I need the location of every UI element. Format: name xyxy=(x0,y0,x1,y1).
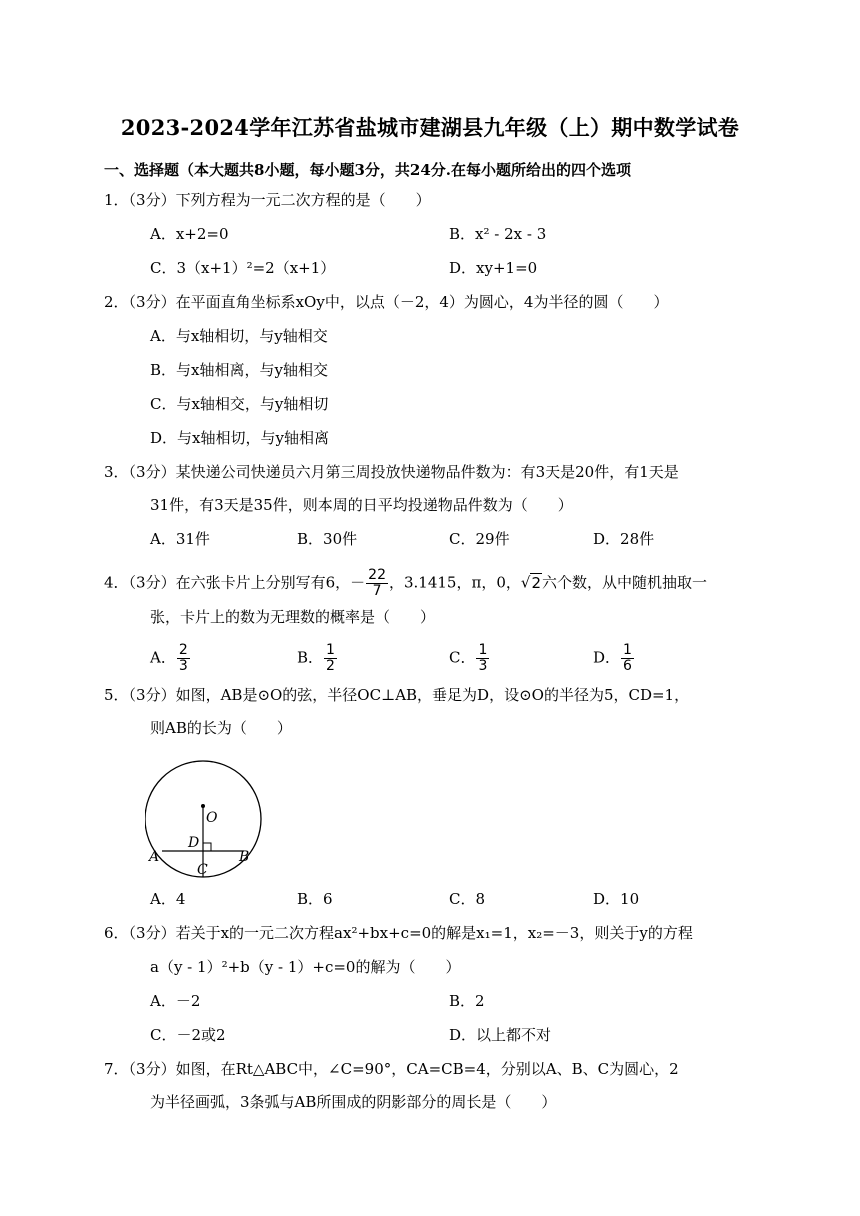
q2-option-b: B．与x轴相离，与y轴相交 xyxy=(150,361,328,379)
q4-option-b-denominator: 2 xyxy=(326,658,335,674)
q2-option-d: D．与x轴相切，与y轴相离 xyxy=(150,429,329,447)
q1-option-c: C．3（x+1）²=2（x+1） xyxy=(150,259,336,277)
q5-option-c: C．8 xyxy=(449,890,486,908)
q4-option-a-label: A． xyxy=(150,648,176,667)
q5-circle-figure xyxy=(145,755,265,880)
q4-option-a-fraction xyxy=(177,643,190,674)
q3-option-a: A．31件 xyxy=(150,530,210,548)
right-angle-mark xyxy=(203,843,211,851)
q2-stem: 2．（3分）在平面直角坐标系xOy中，以点（－2，4）为圆心，4为半径的圆（ ） xyxy=(104,293,669,311)
q4-option-d-label: D． xyxy=(593,648,621,667)
q4-option-b-numerator: 1 xyxy=(326,642,335,658)
q1-option-a: A．x+2=0 xyxy=(150,225,229,243)
label-o: O xyxy=(206,810,218,826)
q4-stem-line1 xyxy=(104,568,707,599)
q1-stem: 1．（3分）下列方程为一元二次方程的是（ ） xyxy=(104,191,431,209)
q4-stem-prefix: 4．（3分）在六张卡片上分别写有6， xyxy=(104,573,351,592)
q4-option-b-label: B． xyxy=(297,648,324,667)
q6-stem-line1: 6．（3分）若关于x的一元二次方程ax²+bx+c=0的解是x₁=1，x₂=－3，则关于y的方程 xyxy=(104,924,693,942)
q4-option-c-fraction xyxy=(476,643,489,674)
q6-option-b: B．2 xyxy=(449,992,485,1010)
q3-option-c: C．29件 xyxy=(449,530,510,548)
q5-stem-line1: 5．（3分）如图，AB是⊙O的弦，半径OC⊥AB，垂足为D，设⊙O的半径为5，CD=1， xyxy=(104,686,690,704)
label-c: C xyxy=(197,862,208,878)
q4-sqrt-radicand: 2 xyxy=(531,573,541,592)
q6-option-d: D．以上都不对 xyxy=(449,1026,552,1044)
q5-stem-line2: 则AB的长为（ ） xyxy=(150,719,292,737)
q6-option-c: C．－2或2 xyxy=(150,1026,226,1044)
q4-option-d-numerator: 1 xyxy=(623,642,632,658)
exam-title: 2023-2024学年江苏省盐城市建湖县九年级（上）期中数学试卷 xyxy=(120,115,740,140)
q6-stem-line2: a（y - 1）²+b（y - 1）+c=0的解为（ ） xyxy=(150,958,461,976)
q2-option-c: C．与x轴相交，与y轴相切 xyxy=(150,395,329,413)
q4-fraction-denominator: 7 xyxy=(372,583,382,599)
q1-option-d: D．xy+1=0 xyxy=(449,259,538,277)
q3-option-d: D．28件 xyxy=(593,530,655,548)
section-heading: 一、选择题（本大题共8小题，每小题3分，共24分.在每小题所给出的四个选项 xyxy=(104,161,631,179)
q4-fraction-numerator: 22 xyxy=(368,567,386,583)
label-a: A xyxy=(149,849,160,865)
label-b: B xyxy=(239,849,250,865)
q4-option-b-fraction xyxy=(324,643,337,674)
q4-option-c-label: C． xyxy=(449,648,476,667)
q4-option-c xyxy=(449,643,490,674)
q7-stem-line2: 为半径画弧，3条弧与AB所围成的阴影部分的周长是（ ） xyxy=(150,1093,557,1111)
q6-option-a: A．－2 xyxy=(150,992,201,1010)
center-point-o xyxy=(201,804,205,808)
q4-sqrt: √2 xyxy=(520,573,541,592)
q2-option-a: A．与x轴相切，与y轴相交 xyxy=(150,327,328,345)
q7-stem-line1: 7．（3分）如图，在Rt△ABC中，∠C=90°，CA=CB=4，分别以A、B、C为圆心，2 xyxy=(104,1060,679,1078)
q4-option-a-denominator: 3 xyxy=(178,658,188,674)
q4-option-a xyxy=(150,643,191,674)
q4-stem-suffix: 六个数，从中随机抽取一 xyxy=(541,573,707,592)
q4-option-d-denominator: 6 xyxy=(623,658,632,674)
q4-fraction xyxy=(366,568,388,599)
q3-stem-line2: 31件，有3天是35件，则本周的日平均投递物品件数为（ ） xyxy=(150,496,573,514)
q3-option-b: B．30件 xyxy=(297,530,358,548)
q5-option-b: B．6 xyxy=(297,890,333,908)
q4-option-d-fraction xyxy=(621,643,634,674)
q5-option-d: D．10 xyxy=(593,890,640,908)
q4-stem-line2: 张，卡片上的数为无理数的概率是（ ） xyxy=(150,608,436,626)
q4-stem-middle: ，3.1415，π，0， xyxy=(388,573,521,592)
label-d: D xyxy=(188,835,200,851)
q4-negative-sign: － xyxy=(350,573,366,592)
q4-option-a-numerator: 2 xyxy=(178,642,188,658)
q5-option-a: A．4 xyxy=(150,890,186,908)
q4-option-c-denominator: 3 xyxy=(478,658,488,674)
q3-stem-line1: 3．（3分）某快递公司快递员六月第三周投放快递物品件数为：有3天是20件，有1天是 xyxy=(104,463,679,481)
q4-option-d xyxy=(593,643,635,674)
q4-option-c-numerator: 1 xyxy=(478,642,488,658)
q1-option-b: B．x² - 2x - 3 xyxy=(449,225,547,243)
q4-option-b xyxy=(297,643,338,674)
